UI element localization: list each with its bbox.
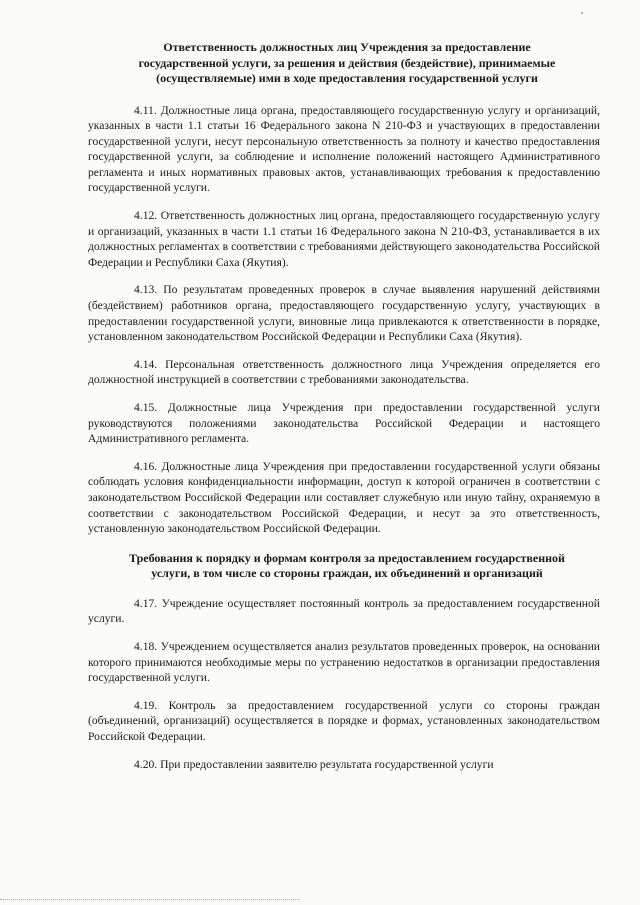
paragraph-4-18: 4.18. Учреждением осуществляется анализ результатов проведенных проверок, на основании которого принимаются необходимые меры по устранению недостатков в организации предоставления государственной услуги. — [88, 639, 600, 685]
paragraph-4-11: 4.11. Должностные лица органа, предоставляющего государственную услугу и организаций, указанных в части 1.1 статьи 16 Федерального закона N 210-ФЗ и участвующих в предоставлении государственной услуги, несут персональную ответственность за полноту и качество предоставления государственной услуги, за соблюдение и исполнение положений настоящего Административного регламента и иных нормативных правовых актов, устанавливающих требования к предоставлению государственной услуги. — [88, 103, 600, 195]
section-heading-control: Требования к порядку и формам контроля за предоставлением государственной услуги, в том числе со стороны граждан, их объединений и организаций — [129, 550, 565, 581]
paragraph-4-12: 4.12. Ответственность должностных лиц органа, предоставляющего государственную услугу и организаций, указанных в части 1.1 статьи 16 Федерального закона N 210-ФЗ, устанавливается в их должностных регламентах в соответствии с требованиями действующего законодательства Российской Федерации и Республики Саха (Якутия). — [88, 209, 600, 269]
paragraph-4-19: 4.19. Контроль за предоставлением государственной услуги со стороны граждан (объединений, организаций) осуществляется в порядке и формах, установленных законодательством Российской Федерации. — [88, 698, 600, 743]
section-heading-responsibility: Ответственность должностных лиц Учреждения за предоставление государственной услуги, за решения и действия (бездействие), принимаемые (осуществляемые) ими в ходе предоставления государственной услуги — [138, 40, 556, 85]
scan-speck — [581, 12, 583, 14]
paragraph-4-17: 4.17. Учреждение осуществляет постоянный контроль за предоставлением государственной услуги. — [88, 596, 600, 626]
scan-artifact-line — [0, 899, 300, 901]
paragraph-4-13: 4.13. По результатам проведенных проверок в случае выявления нарушений действиями (бездействием) работников органа, предоставляющего государственную услугу, участвующих в предоставлении государственной услуги, виновные лица привлекаются к ответственности в порядке, установленном законодательством Российской Федерации и Республики Саха (Якутия). — [88, 283, 600, 344]
paragraph-4-15: 4.15. Должностные лица Учреждения при предоставлении государственной услуги руководствуются положениями законодательства Российской Федерации и настоящего Административного регламента. — [88, 401, 600, 446]
paragraph-4-16: 4.16. Должностные лица Учреждения при предоставлении государственной услуги обязаны соблюдать условия конфиденциальности информации, доступ к которой ограничен в соответствии с законодательством Российской Федерации или составляет служебную или иную тайну, охраняемую в соответствии с законодательством Российской Федерации, и несут за это ответственность, установленную законодательством Российской Федерации. — [88, 459, 600, 536]
paragraph-4-20: 4.20. При предоставлении заявителю результата государственной услуги — [134, 757, 494, 771]
document-page — [88, 40, 600, 772]
paragraph-4-14: 4.14. Персональная ответственность должностного лица Учреждения определяется его должностной инструкцией в соответствии с требованиями законодательства. — [88, 357, 600, 387]
